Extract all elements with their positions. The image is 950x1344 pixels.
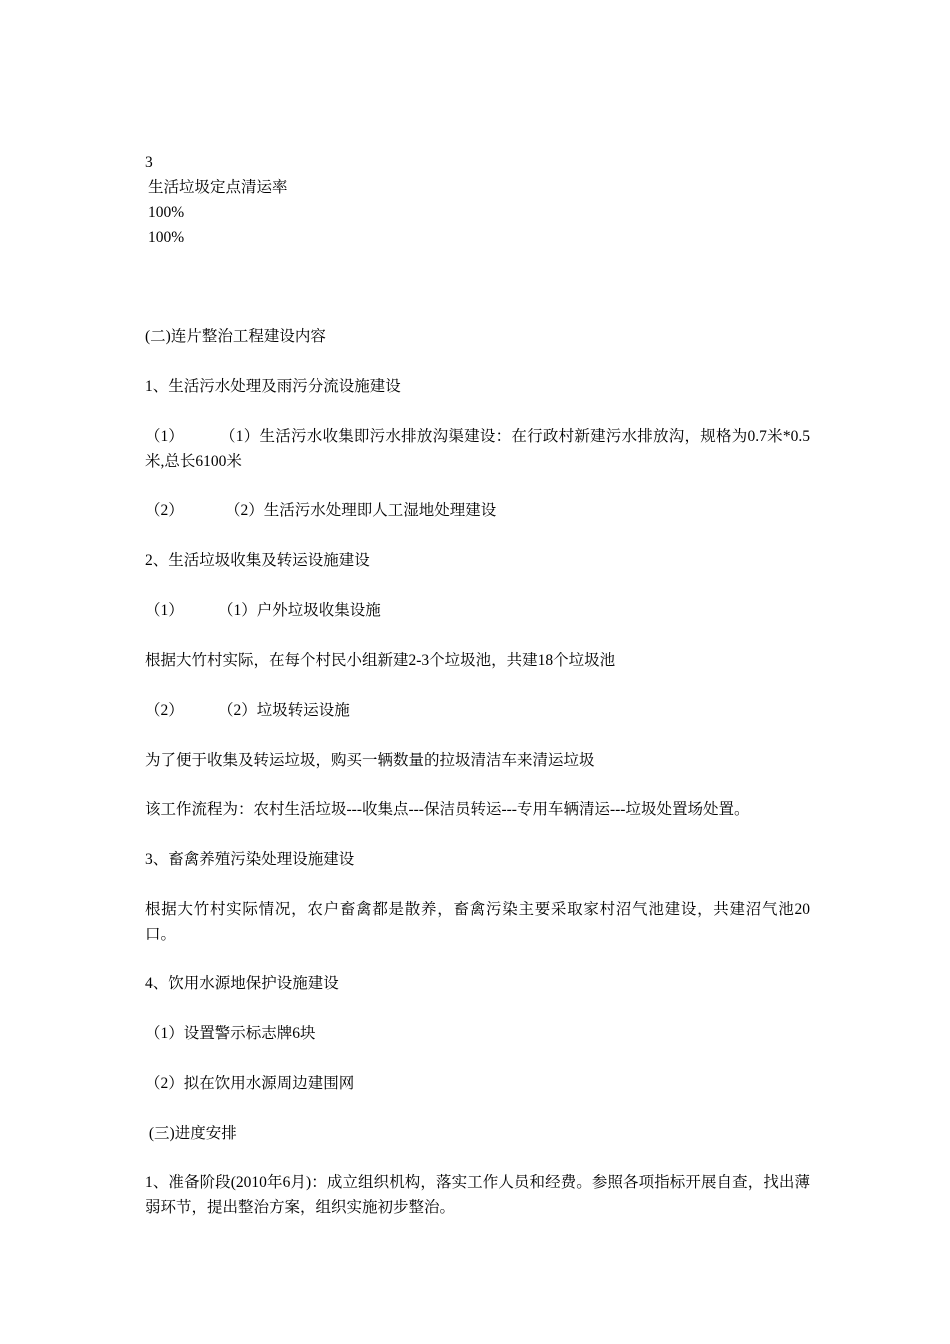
table-row-value-2: 100%: [148, 229, 185, 246]
table-row-number: 3: [145, 154, 153, 171]
item-4-sub-1: （1）设置警示标志牌6块: [145, 1025, 316, 1042]
section-2-heading: (二)连片整治工程建设内容: [145, 328, 326, 345]
item-2-sub-1-number: （1）: [145, 602, 184, 619]
table-row-value-1: 100%: [148, 204, 185, 221]
item-2-sub-1-text: （1）户外垃圾收集设施: [218, 602, 381, 619]
item-3-heading: 3、畜禽养殖污染处理设施建设: [145, 851, 355, 868]
item-3-description: 根据大竹村实际情况，农户畜禽都是散养，畜禽污染主要采取家村沼气池建设，共建沼气池20口。: [145, 901, 810, 943]
item-1-sub-2-number: （2）: [145, 502, 184, 519]
item-4-heading: 4、饮用水源地保护设施建设: [145, 975, 339, 992]
item-1-sub-1-number: （1）: [145, 428, 184, 445]
item-2-heading: 2、生活垃圾收集及转运设施建设: [145, 552, 370, 569]
item-1-sub-1-text: （1）生活污水收集即污水排放沟渠建设：在行政村新建污水排放沟，规格为0.7米*0.5米,总长6100米: [145, 428, 810, 470]
item-2-sub-2-text: （2）垃圾转运设施: [218, 702, 350, 719]
item-2-workflow: 该工作流程为：农村生活垃圾---收集点---保洁员转运---专用车辆清运---垃圾处置场处置。: [145, 801, 750, 818]
item-4-sub-2: （2）拟在饮用水源周边建围网: [145, 1075, 355, 1092]
item-2-sub-1-description: 根据大竹村实际，在每个村民小组新建2-3个垃圾池，共建18个垃圾池: [145, 652, 616, 669]
item-2-sub-2-description: 为了便于收集及转运垃圾，购买一辆数量的拉圾清洁车来清运垃圾: [145, 752, 595, 769]
item-1-sub-2-text: （2）生活污水处理即人工湿地处理建设: [225, 502, 497, 519]
section-3-item-1: 1、准备阶段(2010年6月)：成立组织机构，落实工作人员和经费。参照各项指标开展自查，找出薄弱环节，提出整治方案，组织实施初步整治。: [145, 1174, 810, 1216]
section-3-heading: (三)进度安排: [145, 1125, 237, 1142]
item-1-heading: 1、生活污水处理及雨污分流设施建设: [145, 378, 401, 395]
table-row-item: 生活垃圾定点清运率: [148, 179, 288, 196]
item-2-sub-2-number: （2）: [145, 702, 184, 719]
